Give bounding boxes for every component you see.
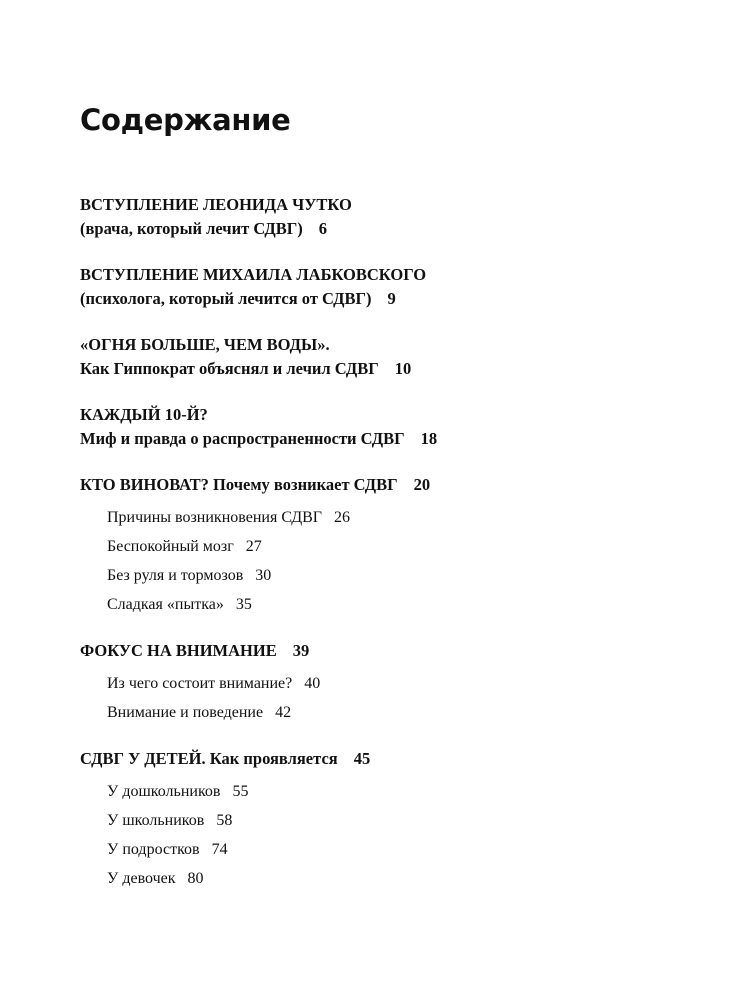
- chapter-subtitle: [80, 287, 700, 311]
- toc-subsection: [107, 532, 700, 561]
- toc-subsection: [107, 835, 700, 864]
- chapter-page-number: 10: [394, 359, 412, 378]
- chapter-subtitle-text: Миф и правда о распространенности СДВГ: [80, 429, 405, 448]
- toc-subsection: [107, 806, 700, 835]
- subsection-list: [80, 669, 700, 727]
- chapter-page-number: 20: [413, 475, 431, 494]
- page-title: Содержание: [80, 103, 291, 137]
- toc-subsection: [107, 777, 700, 806]
- chapter-title-line: [80, 473, 700, 497]
- subsection-title: Внимание и поведение: [107, 704, 264, 721]
- subsection-title: Сладкая «пытка»: [107, 596, 224, 613]
- toc-chapter-6: [80, 639, 700, 727]
- toc-chapter-2: [80, 263, 700, 311]
- subsection-title: Без руля и тормозов: [107, 567, 244, 584]
- chapter-title: СДВГ У ДЕТЕЙ. Как проявляется: [80, 749, 338, 768]
- subsection-page-number: 27: [245, 538, 262, 555]
- chapter-subtitle: [80, 357, 700, 381]
- subsection-page-number: 74: [211, 841, 228, 858]
- toc-subsection: [107, 503, 700, 532]
- chapter-title-line: [80, 639, 700, 663]
- chapter-title-line: [80, 747, 700, 771]
- chapter-subtitle: [80, 217, 700, 241]
- toc-subsection: [107, 864, 700, 893]
- subsection-title: Причины возникновения СДВГ: [107, 509, 323, 526]
- subsection-title: У подростков: [107, 841, 200, 858]
- toc-chapter-7: [80, 747, 700, 893]
- subsection-title: У школьников: [107, 812, 205, 829]
- chapter-page-number: 9: [387, 289, 396, 308]
- chapter-page-number: 18: [420, 429, 438, 448]
- toc-chapter-1: [80, 193, 700, 241]
- subsection-page-number: 80: [187, 870, 204, 887]
- chapter-page-number: 39: [292, 641, 310, 660]
- toc-chapter-5: [80, 473, 700, 619]
- chapter-subtitle-text: (психолога, который лечится от СДВГ): [80, 289, 372, 308]
- toc-subsection: [107, 590, 700, 619]
- subsection-page-number: 26: [334, 509, 351, 526]
- table-of-contents: [80, 193, 700, 893]
- subsection-title: Беспокойный мозг: [107, 538, 234, 555]
- subsection-page-number: 55: [232, 783, 249, 800]
- subsection-list: [80, 503, 700, 619]
- toc-chapter-3: [80, 333, 700, 381]
- chapter-subtitle: [80, 427, 700, 451]
- chapter-page-number: 6: [318, 219, 328, 238]
- chapter-page-number: 45: [353, 749, 371, 768]
- chapter-title: КТО ВИНОВАТ? Почему возникает СДВГ: [80, 475, 398, 494]
- chapter-title: «ОГНЯ БОЛЬШЕ, ЧЕМ ВОДЫ».: [80, 335, 330, 354]
- chapter-title: КАЖДЫЙ 10-Й?: [80, 405, 208, 424]
- subsection-list: [80, 777, 700, 893]
- chapter-title: ВСТУПЛЕНИЕ ЛЕОНИДА ЧУТКО: [80, 195, 352, 214]
- subsection-page-number: 35: [235, 596, 252, 613]
- chapter-subtitle-text: (врача, который лечит СДВГ): [80, 219, 303, 238]
- chapter-title: ФОКУС НА ВНИМАНИЕ: [80, 641, 277, 660]
- subsection-page-number: 42: [275, 704, 292, 721]
- subsection-page-number: 58: [216, 812, 233, 829]
- subsection-title: У девочек: [107, 870, 176, 887]
- toc-subsection: [107, 669, 700, 698]
- subsection-title: У дошкольников: [107, 783, 221, 800]
- toc-subsection: [107, 561, 700, 590]
- subsection-page-number: 30: [255, 567, 272, 584]
- toc-chapter-4: [80, 403, 700, 451]
- toc-subsection: [107, 698, 700, 727]
- chapter-title: ВСТУПЛЕНИЕ МИХАИЛА ЛАБКОВСКОГО: [80, 265, 427, 284]
- subsection-title: Из чего состоит внимание?: [107, 675, 293, 692]
- chapter-subtitle-text: Как Гиппократ объяснял и лечил СДВГ: [80, 359, 379, 378]
- subsection-page-number: 40: [304, 675, 321, 692]
